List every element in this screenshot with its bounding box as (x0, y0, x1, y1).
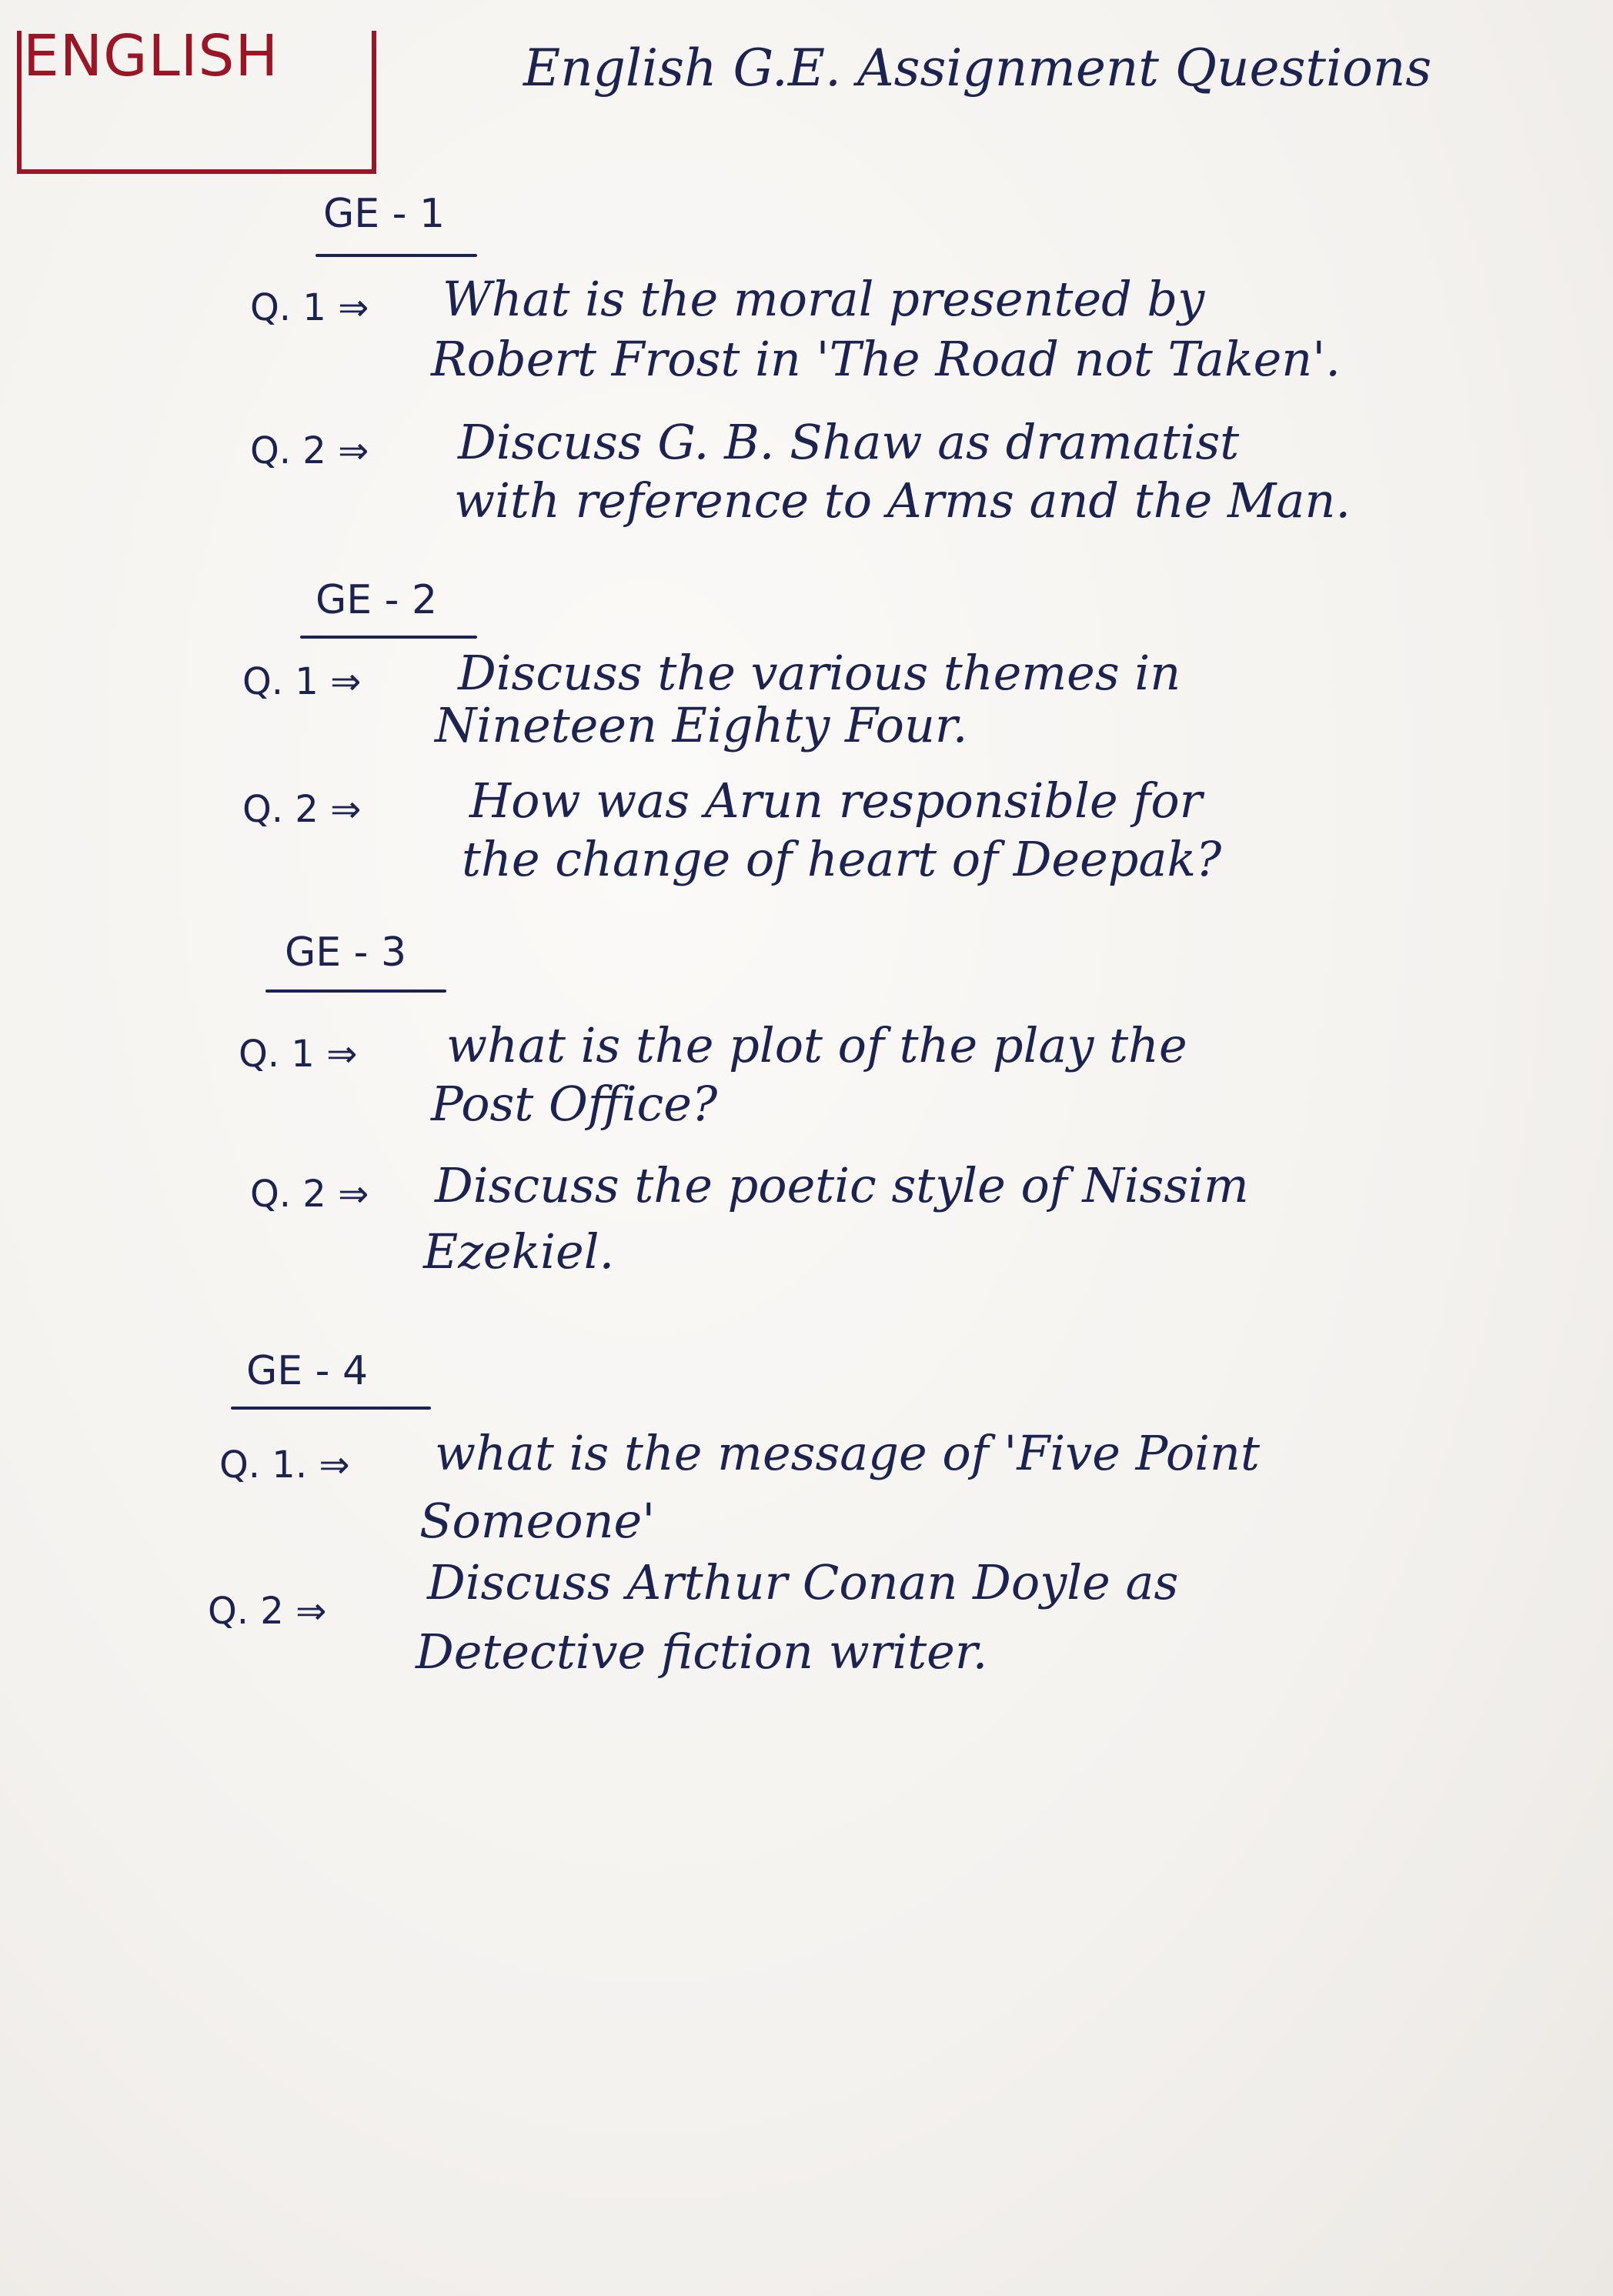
question-line: the change of heart of Deepak? (462, 831, 1222, 887)
question-line: Detective fiction writer. (416, 1624, 988, 1680)
question-number: Q. 1 ⇒ (239, 1033, 358, 1076)
question-line: Post Office? (431, 1076, 718, 1132)
question-number: Q. 2 ⇒ (250, 429, 369, 472)
section-underline (316, 254, 477, 257)
question-line: what is the message of 'Five Point (435, 1425, 1260, 1481)
question-line: Robert Frost in 'The Road not Taken'. (431, 331, 1341, 387)
question-line: How was Arun responsible for (469, 773, 1203, 829)
section-underline (265, 989, 446, 993)
section-label: GE - 4 (246, 1348, 369, 1394)
question-number: Q. 2 ⇒ (208, 1590, 327, 1633)
section-label: GE - 1 (323, 191, 446, 237)
question-line: what is the plot of the play the (446, 1017, 1187, 1073)
subject-tag: ENGLISH (23, 23, 279, 89)
question-number: Q. 1. ⇒ (219, 1443, 350, 1487)
question-line: Discuss the poetic style of Nissim (435, 1157, 1249, 1213)
section-label: GE - 2 (316, 577, 438, 623)
question-line: Discuss G. B. Shaw as dramatist (458, 414, 1240, 470)
question-line: with reference to Arms and the Man. (454, 472, 1351, 529)
question-number: Q. 1 ⇒ (242, 660, 362, 703)
page-title: English G.E. Assignment Questions (523, 38, 1432, 98)
question-line: Discuss the various themes in (458, 645, 1181, 701)
question-line: Someone' (419, 1493, 656, 1549)
question-line: Nineteen Eighty Four. (435, 697, 968, 753)
question-number: Q. 2 ⇒ (242, 788, 362, 831)
section-label: GE - 3 (285, 929, 407, 976)
question-line: What is the moral presented by (442, 271, 1205, 327)
section-underline (231, 1407, 431, 1410)
section-underline (300, 636, 477, 639)
question-number: Q. 2 ⇒ (250, 1173, 369, 1216)
question-line: Ezekiel. (423, 1223, 615, 1280)
question-number: Q. 1 ⇒ (250, 286, 369, 329)
question-line: Discuss Arthur Conan Doyle as (427, 1554, 1179, 1610)
